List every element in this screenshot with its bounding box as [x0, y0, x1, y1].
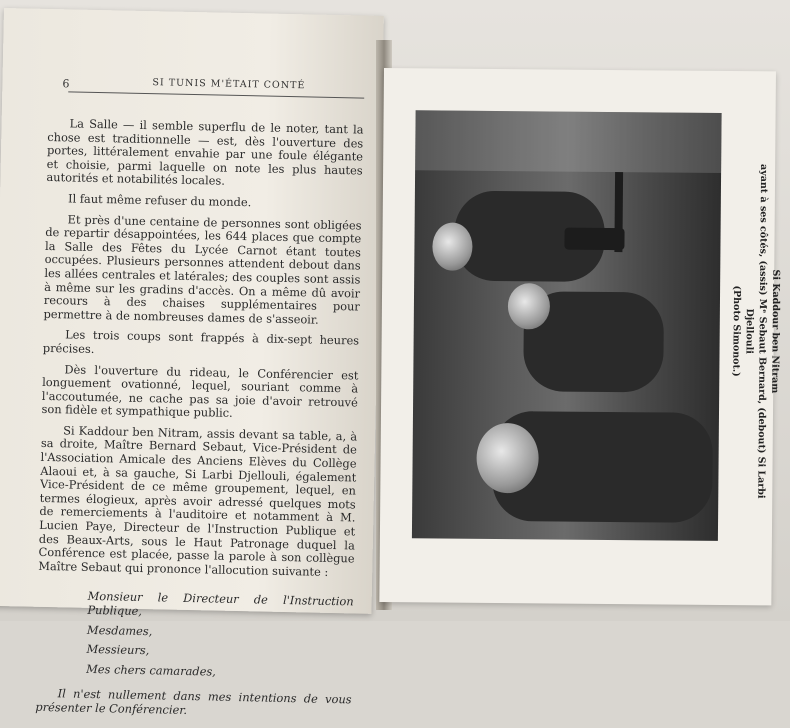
final-line: Il n'est nullement dans mes intentions de vous présenter le Conférencier. — [35, 686, 352, 717]
salutation — [86, 590, 354, 682]
caption-line: (Photo Simonot.) — [730, 285, 743, 377]
head-standing — [432, 222, 472, 270]
right-page — [379, 68, 782, 605]
salutation-line: Messieurs, — [86, 642, 150, 658]
caption-line: Si Kaddour ben Nitram — [769, 269, 782, 394]
paragraph: Les trois coups sont frappés à dix-sept heures précises. — [42, 327, 360, 356]
photograph — [412, 110, 722, 541]
body-text — [35, 117, 364, 728]
paragraph: La Salle — il semble superflu de le noter, tant la chose est traditionnelle — est, dès l'ouverture des portes, littéralement envahie par une foule élégante et choisie, parmi laquelle on note les plus hautes autorités et notabilités locales. — [46, 116, 364, 189]
paragraph: Si Kaddour ben Nitram, assis devant sa table, a, à sa droite, Maître Bernard Sebaut, Vice-Président de l'Association Amicale des Anciens Elèves du Collège Alaoui et, à sa gauche, Si Larbi Djellouli, également Vice-Président de ce même groupement, lequel, en termes élogieux, après avoir adressé quelques mots de remerciements à l'auditoire et notamment à M. Lucien Paye, Directeur de l'Instruction Publique et des Beaux-Arts, sous le Haut Patronage duquel la Conférence est placée, passe la parole à son collègue Maître Sebaut qui prononce l'allocution suivante : — [38, 423, 358, 579]
paragraph: Dès l'ouverture du rideau, le Conférencier est longuement ovationné, lequel, souriant comme à l'accoutumée, ne cache pas sa joie d'avoir retrouvé son fidèle et sympathique public. — [41, 361, 359, 421]
salutation-line: Monsieur le Directeur de l'Instruction Publique, — [87, 589, 354, 619]
header-rule — [68, 91, 364, 98]
microphone-stand — [614, 172, 623, 252]
head-speaker — [476, 423, 539, 494]
page-number: 6 — [62, 77, 70, 91]
running-head: SI TUNIS M'ÉTAIT CONTÉ — [152, 77, 306, 92]
paragraph: Il faut même refuser du monde. — [67, 191, 252, 210]
photo-caption — [730, 141, 783, 521]
photo-background-band — [415, 110, 722, 173]
salutation-line: Mes chers camarades, — [86, 661, 217, 679]
caption-line: ayant à ses côtés, (assis) Mᵉ Sebaut Bernard, (debout) Si Larbi Djellouli — [743, 164, 770, 499]
salutation-line: Mesdames, — [86, 622, 153, 638]
left-page — [0, 8, 384, 717]
caption-text — [730, 141, 783, 521]
paragraph: Et près d'une centaine de personnes sont obligées de repartir désappointées, les 644 places que compte la Salle des Fêtes du Lycée Carnot étant toutes occupées. Plusieurs personnes attendent debout dans les allées centrales et latérales; des couples sont assis à même sur les gradins d'accès. On a même dû avoir recours à des chaises supplémentaires pour permettre à de nombreuses dames de s'asseoir. — [43, 211, 362, 327]
head-seated — [508, 283, 550, 329]
